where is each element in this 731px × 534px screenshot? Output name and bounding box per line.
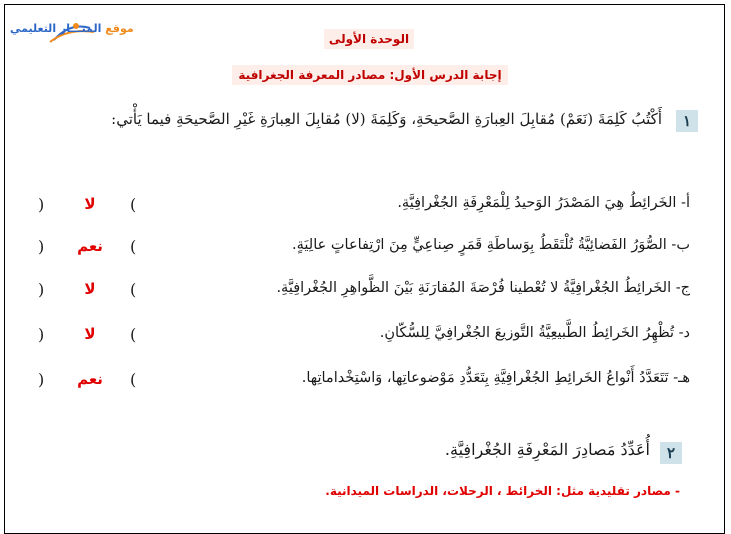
logo-text-blue: المنـــار التعليمي [10, 22, 102, 35]
question1-text [12, 104, 688, 134]
paren-close-d: ) [38, 325, 45, 344]
paren-close-b: ) [38, 237, 45, 256]
paren-open-b: ( [130, 237, 137, 256]
question1-number: ١ [676, 110, 698, 132]
paren-close-a: ) [38, 195, 45, 214]
statement-b: ب- الصُّوَرُ الفَضائِيَّةُ تُلْتَقَطُ بِوَساطَةِ قَمَرٍ صِناعِيٍّ مِنَ ارْتِفاعاتٍ عالِيَةٍ. [292, 237, 690, 253]
answer-d: لا [84, 325, 96, 343]
lesson-title: إجابة الدرس الأول: مصادر المعرفة الجغرافية [232, 65, 508, 85]
answer-a: لا [84, 195, 96, 213]
paren-open-a: ( [130, 195, 137, 214]
site-logo [10, 18, 134, 46]
paren-open-c: ( [130, 280, 137, 299]
paren-open-d: ( [130, 325, 137, 344]
paren-open-e: ( [130, 370, 137, 389]
statement-a: أ- الخَرائِطُ هِيَ المَصْدَرُ الوَحيدُ لِلْمَعْرِفَةِ الجُغْرافِيَّةِ. [397, 195, 690, 211]
question1-text-body: أَكْتُبُ كَلِمَةَ (نَعَمْ) مُقابِلَ العِبارَةِ الصَّحيحَةِ، وَكَلِمَةَ (لا) مُقابِلَ العِبارَةِ غَيْرِ الصَّحيحَةِ فيما يَأْتي: [111, 110, 662, 128]
statement-c: ج- الخَرائِطُ الجُغْرافِيَّةُ لا تُعْطينا فُرْصَةَ المُقارَنَةِ بَيْنَ الظَّواهِرِ الجُغْرافِيَّةِ. [276, 280, 690, 296]
answer-c: لا [84, 280, 96, 298]
unit-title: الوحدة الأولى [324, 29, 414, 49]
answer-e: نعم [77, 370, 103, 388]
statement-d: د- تُظْهِرُ الخَرائِطُ الطَّبيعِيَّةُ التَّوزيعَ الجُغْرافِيَّ لِلسُّكّانِ. [379, 325, 690, 341]
question2-answer: - مصادر تقليدية مثل: الخرائط ، الرحلات، الدراسات الميدانية. [325, 484, 680, 498]
answer-b: نعم [77, 237, 103, 255]
paren-close-e: ) [38, 370, 45, 389]
question2-number: ٢ [660, 442, 682, 464]
logo-text-orange: موقع [105, 22, 134, 35]
paren-close-c: ) [38, 280, 45, 299]
statement-e: هـ- تَتَعَدَّدُ أَنْواعُ الخَرائِطِ الجُغْرافِيَّةِ بِتَعَدُّدِ مَوْضوعاتِها، وَاسْتِخْداماتِها. [301, 370, 690, 386]
question2-text: أُعَدِّدُ مَصادِرَ المَعْرِفَةِ الجُغْرافِيَّةِ. [444, 440, 650, 459]
